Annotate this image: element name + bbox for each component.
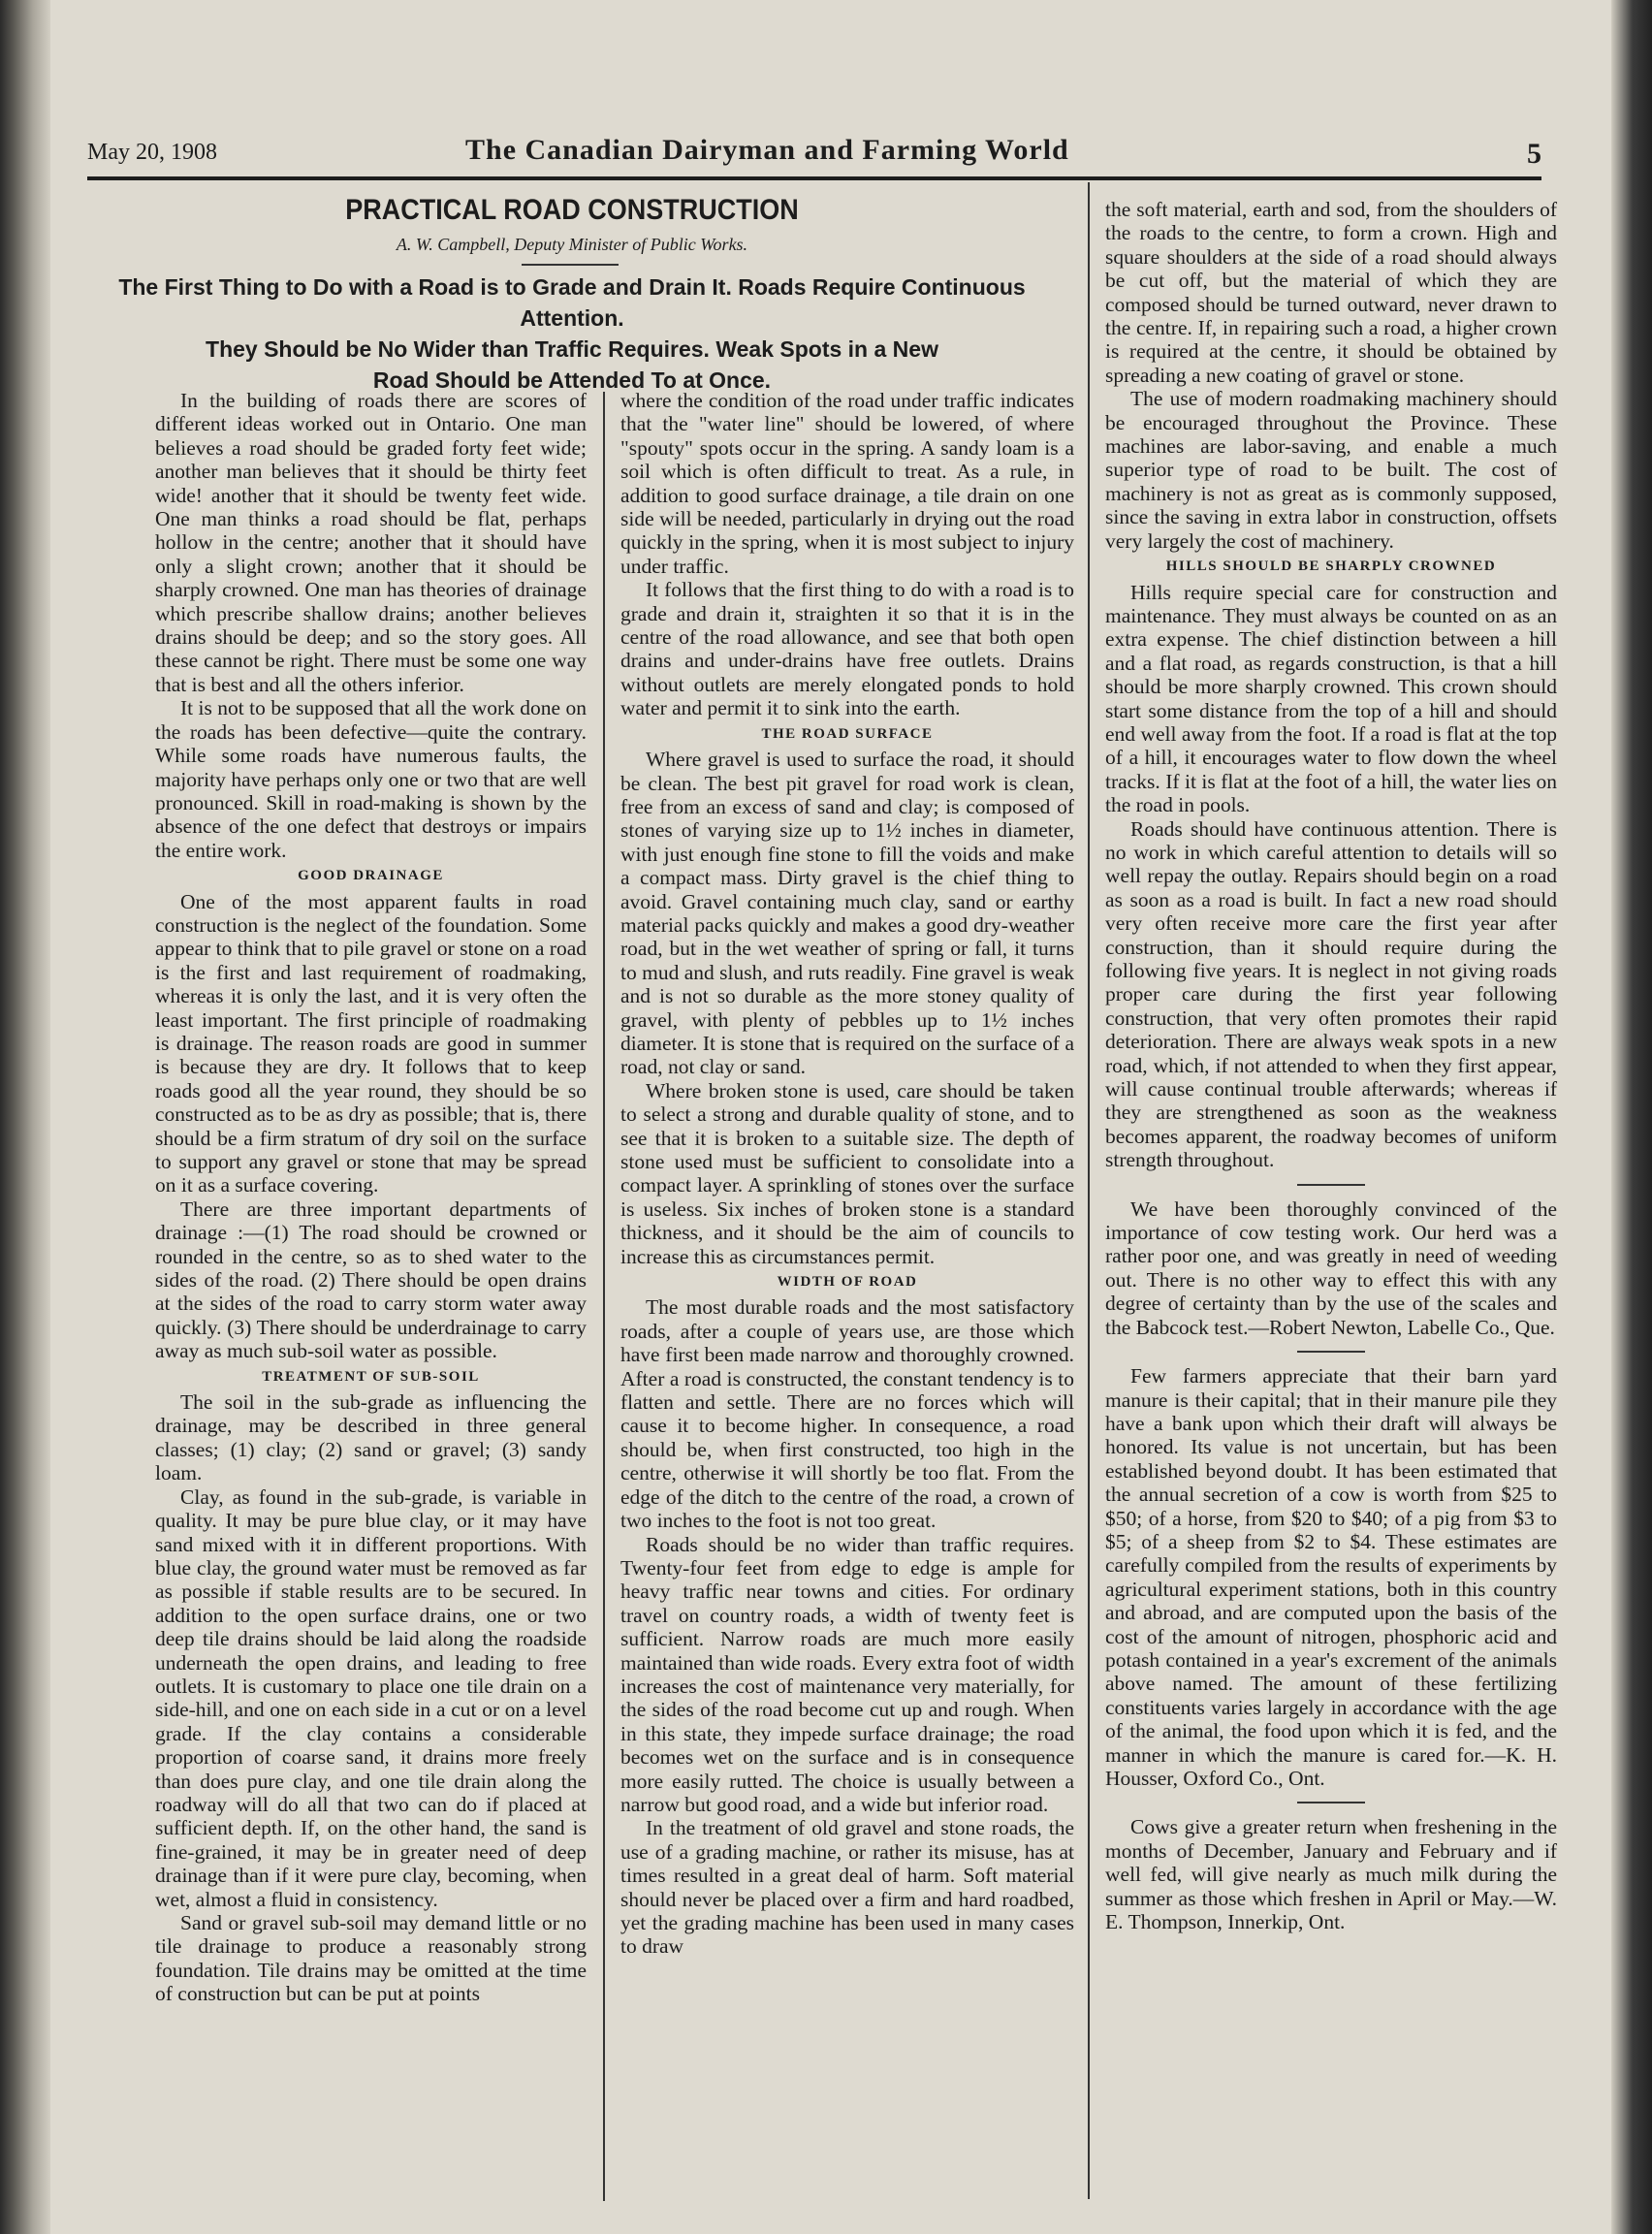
paragraph: The soil in the sub-grade as influencing the drainage, may be described in three general classes; (1) clay; (2) sand or gravel; (3) sandy loam. [155,1390,587,1485]
binding-shadow [0,0,50,2234]
article-subhead [107,271,1037,396]
paragraph: Where gravel is used to surface the road, it should be clean. The best pit gravel for road work is clean, free from an excess of sand and clay; is composed of stones of varying size up to 1½ inches in diameter, with just enough fine stone to fill the voids and make a compact mass. Dirty gravel is the chief thing to avoid. Gravel containing much clay, sand or earthy material packs quickly and makes a good dry-weather road, but in the wet weather of spring or fall, it turns to mud and slush, and ruts readily. Fine gravel is weak and is not so durable as the more stoney quality of gravel, with plenty of pebbles up to 1½ inches diameter. It is stone that is required on the surface of a road, not clay or sand. [620,748,1074,1079]
separator-rule [1297,1184,1365,1186]
byline-rule [522,264,619,266]
paragraph: Sand or gravel sub-soil may demand little or no tile drainage to produce a reasonably strong foundation. Tile drains may be omitted at the time of construction but can be put at points [155,1911,587,2006]
publication-title: The Canadian Dairyman and Farming World [465,134,1069,166]
paragraph: Few farmers appreciate that their barn yard manure is their capital; that in their manure pile they have a bank upon which their draft will always be honored. Its value is not uncertain, but has been established beyond doubt. It has been estimated that the annual secretion of a cow is worth from $25 to $50; of a horse, from $20 to $40; of a pig from $3 to $5; of a sheep from $2 to $4. These estimates are carefully compiled from the results of experiments by agricultural experiment stations, both in this country and abroad, and are computed upon the basis of the cost of the amount of nitrogen, phosphoric acid and potash contained in a year's excrement of the animals above named. The amount of these fertilizing constituents varies largely in accordance with the age of the animal, the food upon which it is fed, and the manner in which the manure is cared for.—K. H. Housser, Oxford Co., Ont. [1105,1364,1557,1790]
subhead-line: Road Should be Attended To at Once. [372,367,772,393]
paragraph: The most durable roads and the most satisfactory roads, after a couple of years use, are those which have first been made narrow and thoroughly crowned. After a road is constructed, the constant tendency is to flatten and settle. There are no forces which will cause it to become higher. In consequence, a road should be, when first constructed, too high in the centre, otherwise it will shortly be too flat. From the edge of the ditch to the centre of the road, a crown of two inches to the foot is not too great. [620,1295,1074,1533]
column-rule-1 [603,392,605,2201]
page-number: 5 [1527,138,1541,170]
paragraph: The use of modern roadmaking machinery should be encouraged throughout the Province. These machines are labor-saving, and enable a much superior type of road to be built. The cost of machinery is not as great as is commonly supposed, since the saving in extra labor in construction, offsets very largely the cost of machinery. [1105,387,1557,553]
paragraph: Cows give a greater return when freshening in the months of December, January and February and if well fed, will give nearly as much milk during the summer as those which freshen in April or May.—W. E. Thompson, Innerkip, Ont. [1105,1815,1557,1934]
subhead-line: The First Thing to Do with a Road is to Grade and Drain It. Roads Require Continuous Attention. [118,274,1026,331]
page-edge-shadow [1611,0,1652,2234]
column-2 [620,389,1074,1959]
paragraph: There are three important departments of drainage :—(1) The road should be crowned or rounded in the centre, so as to shed water to the sides of the road. (2) There should be open drains at the sides of the road to carry storm water away quickly. (3) There should be underdrainage to carry away as much sub-soil water as possible. [155,1197,587,1363]
paragraph: Roads should be no wider than traffic requires. Twenty-four feet from edge to edge is ample for heavy traffic near towns and cities. For ordinary travel on country roads, a width of twenty feet is sufficient. Narrow roads are much more easily maintained than wide roads. Every extra foot of width increases the cost of maintenance very materially, for the sides of the road become cut up and rough. When in this state, they impede surface drainage; the road becomes wet on the surface and is in consequence more easily rutted. The choice is usually between a narrow but good road, and a wide but inferior road. [620,1532,1074,1816]
paragraph: In the building of roads there are scores of different ideas worked out in Ontario. One man believes a road should be graded forty feet wide; another man believes that it should be thirty feet wide! another that it should be twenty feet wide. One man thinks a road should be flat, perhaps hollow in the centre; another that it should have only a slight crown; another that it should be sharply crowned. One man has theories of drainage which prescribe shallow drains; another believes drains should be deep; and so the story goes. All these cannot be right. There must be some one way that is best and all the others inferior. [155,389,587,696]
paragraph: where the condition of the road under traffic indicates that the "water line" should be lowered, of where "spouty" spots occur in the spring. A sandy loam is a soil which is often difficult to treat. As a rule, in addition to good surface drainage, a tile drain on one side will be needed, particularly in drying out the road quickly in the spring, when it is most subject to injury under traffic. [620,389,1074,578]
article-byline: A. W. Campbell, Deputy Minister of Public Works. [396,235,748,254]
issue-date: May 20, 1908 [87,140,217,165]
separator-rule [1297,1351,1365,1353]
paragraph: One of the most apparent faults in road construction is the neglect of the foundation. Some appear to think that to pile gravel or stone on a road is the first and last requirement of roadmaking, whereas it is only the last, and it is very often the least important. The first principle of roadmaking is drainage. The reason roads are good in summer is because they are dry. It follows that to keep roads good all the year round, they should be so constructed as to be as dry as possible; that is, there should be a firm stratum of dry soil on the surface to support any gravel or stone that may be spread on it as a surface covering. [155,889,587,1197]
column-3 [1105,198,1557,1933]
separator-rule [1297,1802,1365,1803]
running-header [87,134,1541,176]
column-rule-2 [1088,182,1090,2199]
paragraph: Where broken stone is used, care should be taken to select a strong and durable quality of stone, and to see that it is broken to a suitable size. The depth of stone used must be sufficient to consolidate into a compact layer. A sprinkling of stones over the surface is useless. Six inches of broken stone is a standard thickness, and it should be the aim of councils to increase this as circumstances permit. [620,1078,1074,1268]
article-title: PRACTICAL ROAD CONSTRUCTION [345,194,799,226]
section-heading: TREATMENT OF SUB-SOIL [262,1368,480,1385]
paragraph: We have been thoroughly convinced of the importance of cow testing work. Our herd was a rather poor one, and was greatly in need of weeding out. There is no other way to effect this with any degree of certainty than by the use of the scales and the Babcock test.—Robert Newton, Labelle Co., Que. [1105,1197,1557,1339]
section-heading: THE ROAD SURFACE [761,725,934,742]
section-heading: HILLS SHOULD BE SHARPLY CROWNED [1165,558,1497,575]
paragraph: It is not to be supposed that all the work done on the roads has been defective—quite the contrary. While some roads have numerous faults, the majority have perhaps only one or two that are well pronounced. Skill in road-making is shown by the absence of the one defect that destroys or impairs the entire work. [155,696,587,862]
paragraph: Roads should have continuous attention. There is no work in which careful attention to details will so well repay the outlay. Repairs should begin on a road as soon as a road is built. In fact a new road should very often receive more care the first year after construction, than it should require during the following five years. It is neglect in not giving roads proper care during the first year following construction, that very often promotes their rapid deterioration. There are always weak spots in a new road, which, if not attended to when they first appear, will cause continual trouble afterwards; whereas if they are strengthened as soon as the weakness becomes apparent, the roadway becomes of uniform strength throughout. [1105,816,1557,1172]
paragraph: the soft material, earth and sod, from the shoulders of the roads to the centre, to form a crown. High and square shoulders at the side of a road should always be cut off, but the material of which they are composed should be turned outward, never drawn to the centre. If, in repairing such a road, a higher crown is required at the centre, it should be obtained by spreading a new coating of gravel or stone. [1105,198,1557,387]
header-rule [87,176,1541,180]
column-1 [155,389,587,2006]
paragraph: Clay, as found in the sub-grade, is variable in quality. It may be pure blue clay, or it may have sand mixed with it in different proportions. With blue clay, the ground water must be removed as far as possible if stable results are to be secured. In addition to the open surface drains, one or two deep tile drains should be laid along the roadside underneath the open drains, and leading to free outlets. It is customary to place one tile drain on a side-hill, and one on each side in a cut or on a level grade. If the clay contains a considerable proportion of coarse sand, it drains more freely than does pure clay, and one tile drain along the roadway will do all that two can do if placed at sufficient depth. If, on the other hand, the sand is fine-grained, it may be in greater need of deep drainage than if it were pure clay, becoming, when wet, almost a fluid in consistency. [155,1484,587,1911]
paragraph: Hills require special care for construction and maintenance. They must always be counted on as an extra expense. The chief distinction between a hill and a flat road, as regards construction, is that a hill should be more sharply crowned. This crown should start some distance from the top of a hill and should end well away from the foot. If a road is flat at the top of a hill, it encourages water to flow down the wheel tracks. If it is flat at the foot of a hill, the water lies on the road in pools. [1105,580,1557,817]
section-heading: WIDTH OF ROAD [777,1274,918,1291]
section-heading: GOOD DRAINAGE [298,868,444,884]
subhead-line: They Should be No Wider than Traffic Requires. Weak Spots in a New [206,336,938,362]
paragraph: It follows that the first thing to do with a road is to grade and drain it, straighten it so that it is in the centre of the road allowance, and see that both open drains and under-drains have free outlets. Drains without outlets are merely elongated ponds to hold water and permit it to sink into the earth. [620,578,1074,720]
paragraph: In the treatment of old gravel and stone roads, the use of a grading machine, or rather its misuse, has at times resulted in a great deal of harm. Soft material should never be placed over a firm and hard roadbed, yet the grading machine has been used in many cases to draw [620,1816,1074,1959]
